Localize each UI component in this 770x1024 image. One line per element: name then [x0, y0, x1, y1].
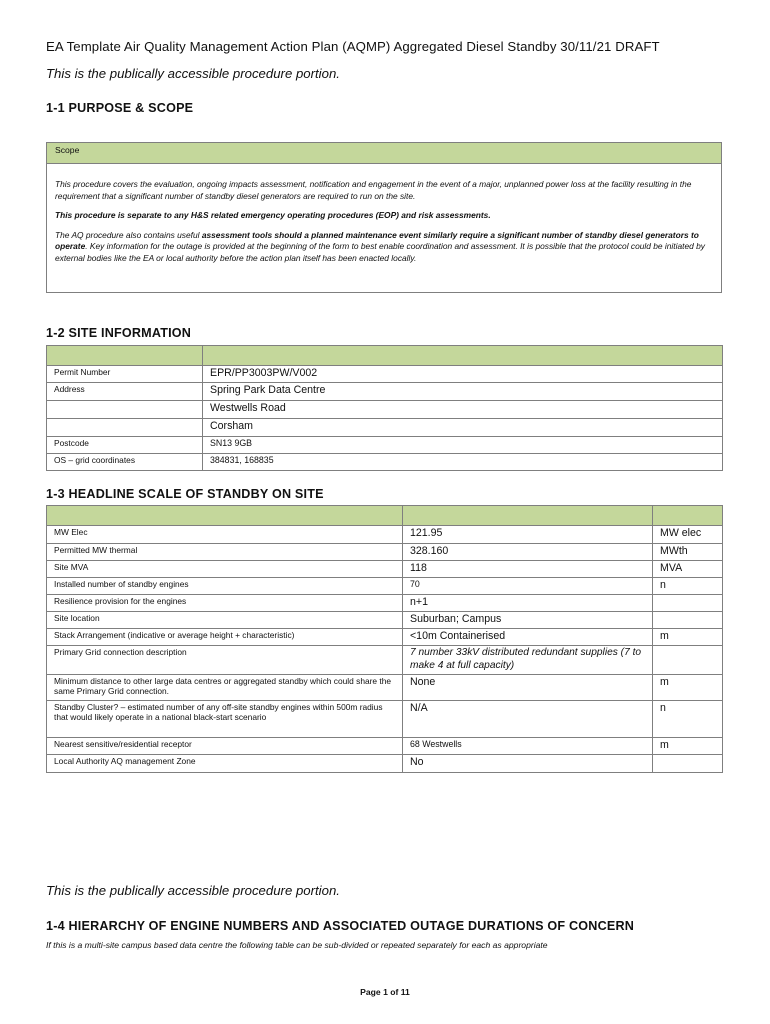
- document-title: EA Template Air Quality Management Action Plan (AQMP) Aggregated Diesel Standby 30/11/21 DRAFT: [46, 39, 660, 54]
- table-header-row: [47, 346, 723, 366]
- row-unit: MWth: [653, 544, 723, 561]
- row-unit: n: [653, 701, 723, 738]
- row-label: Postcode: [47, 437, 203, 454]
- table-row: [47, 675, 723, 701]
- row-unit: m: [653, 629, 723, 646]
- table-row: [47, 401, 723, 419]
- table-row: [47, 646, 723, 675]
- row-value: 118: [403, 561, 653, 578]
- section-heading-site-information: 1-2 SITE INFORMATION: [46, 326, 192, 340]
- row-value: 121.95: [403, 526, 653, 544]
- row-label: Address: [47, 383, 203, 401]
- table-row: [47, 454, 723, 471]
- row-unit: [653, 595, 723, 612]
- row-value: Suburban; Campus: [403, 612, 653, 629]
- row-value: Corsham: [203, 419, 723, 437]
- scope-box: [46, 142, 722, 293]
- multi-site-note: If this is a multi-site campus based data centre the following table can be sub-divided or repeated separately for each as appropriate: [46, 940, 548, 950]
- row-value: No: [403, 755, 653, 773]
- header-cell: [203, 346, 723, 366]
- row-label: OS – grid coordinates: [47, 454, 203, 471]
- row-label: Stack Arrangement (indicative or average height + characteristic): [47, 629, 403, 646]
- row-value: n+1: [403, 595, 653, 612]
- row-label: Permit Number: [47, 366, 203, 383]
- row-value: Spring Park Data Centre: [203, 383, 723, 401]
- scope-paragraph-3-emphasis: assessment tools should a planned maintenance event similarly require a significant number of standby diesel generators to operate: [55, 229, 699, 252]
- row-label: Site MVA: [47, 561, 403, 578]
- row-value: Westwells Road: [203, 401, 723, 419]
- table-row: [47, 755, 723, 773]
- scope-paragraph-1: This procedure covers the evaluation, ongoing impacts assessment, notification and engagement in the event of a major, unplanned power loss at the facility resulting in the requirement that a significant number of standby diesel generators are required to run on the site.: [55, 179, 692, 201]
- scope-box-body: [47, 164, 721, 265]
- row-label: Permitted MW thermal: [47, 544, 403, 561]
- row-value: N/A: [403, 701, 653, 738]
- row-value: 384831, 168835: [203, 454, 723, 471]
- scope-box-header: Scope: [47, 143, 721, 164]
- row-unit: [653, 612, 723, 629]
- scope-paragraph-3-part-c: . Key information for the outage is provided at the beginning of the form to best enable coordination and assessment. It is possible that the protocol could be initiated by external bodies like the EA or local authority before the action plan itself has been enacted locally.: [55, 241, 705, 263]
- row-label: Installed number of standby engines: [47, 578, 403, 595]
- row-label: Standby Cluster? – estimated number of any off-site standby engines within 500m radius that would likely operate in a national black-start scenario: [47, 701, 403, 738]
- table-row: [47, 595, 723, 612]
- table-row: [47, 738, 723, 755]
- row-unit: m: [653, 675, 723, 701]
- row-value: None: [403, 675, 653, 701]
- row-value: 68 Westwells: [403, 738, 653, 755]
- row-label: [47, 401, 203, 419]
- site-information-table: [46, 345, 723, 471]
- table-row: [47, 701, 723, 738]
- row-unit: [653, 646, 723, 675]
- row-value: SN13 9GB: [203, 437, 723, 454]
- page-number: Page 1 of 11: [360, 987, 410, 997]
- header-cell: [403, 506, 653, 526]
- public-procedure-note-2: This is the publically accessible procedure portion.: [46, 883, 340, 898]
- row-label: Primary Grid connection description: [47, 646, 403, 675]
- row-label: Resilience provision for the engines: [47, 595, 403, 612]
- table-row: [47, 437, 723, 454]
- headline-scale-table: [46, 505, 723, 773]
- table-row: [47, 612, 723, 629]
- scope-paragraph-3: [55, 230, 715, 265]
- row-label: Site location: [47, 612, 403, 629]
- row-unit: m: [653, 738, 723, 755]
- row-label: Nearest sensitive/residential receptor: [47, 738, 403, 755]
- header-cell: [47, 346, 203, 366]
- table-row: [47, 383, 723, 401]
- row-value: 70: [403, 578, 653, 595]
- table-row: [47, 578, 723, 595]
- table-row: [47, 561, 723, 578]
- row-value: 7 number 33kV distributed redundant supplies (7 to make 4 at full capacity): [403, 646, 653, 675]
- table-row: [47, 419, 723, 437]
- table-header-row: [47, 506, 723, 526]
- row-value: <10m Containerised: [403, 629, 653, 646]
- row-unit: MVA: [653, 561, 723, 578]
- table-row: [47, 544, 723, 561]
- row-value: EPR/PP3003PW/V002: [203, 366, 723, 383]
- section-heading-engine-hierarchy: 1-4 HIERARCHY OF ENGINE NUMBERS AND ASSOCIATED OUTAGE DURATIONS OF CONCERN: [46, 919, 635, 933]
- row-label: Minimum distance to other large data centres or aggregated standby which could share the same Primary Grid connection.: [47, 675, 403, 701]
- row-label: [47, 419, 203, 437]
- row-label: Local Authority AQ management Zone: [47, 755, 403, 773]
- row-unit: n: [653, 578, 723, 595]
- table-row: [47, 366, 723, 383]
- row-unit: [653, 755, 723, 773]
- section-heading-headline-scale: 1-3 HEADLINE SCALE OF STANDBY ON SITE: [46, 487, 324, 501]
- header-cell: [653, 506, 723, 526]
- row-value: 328.160: [403, 544, 653, 561]
- public-procedure-note: This is the publically accessible procedure portion.: [46, 66, 340, 81]
- row-unit: MW elec: [653, 526, 723, 544]
- scope-paragraph-3-part-a: The AQ procedure also contains useful: [55, 229, 202, 240]
- header-cell: [47, 506, 403, 526]
- table-row: [47, 629, 723, 646]
- section-heading-purpose-scope: 1-1 PURPOSE & SCOPE: [46, 101, 194, 115]
- row-label: MW Elec: [47, 526, 403, 544]
- table-row: [47, 526, 723, 544]
- scope-paragraph-2: This procedure is separate to any H&S related emergency operating procedures (EOP) and risk assessments.: [55, 210, 491, 221]
